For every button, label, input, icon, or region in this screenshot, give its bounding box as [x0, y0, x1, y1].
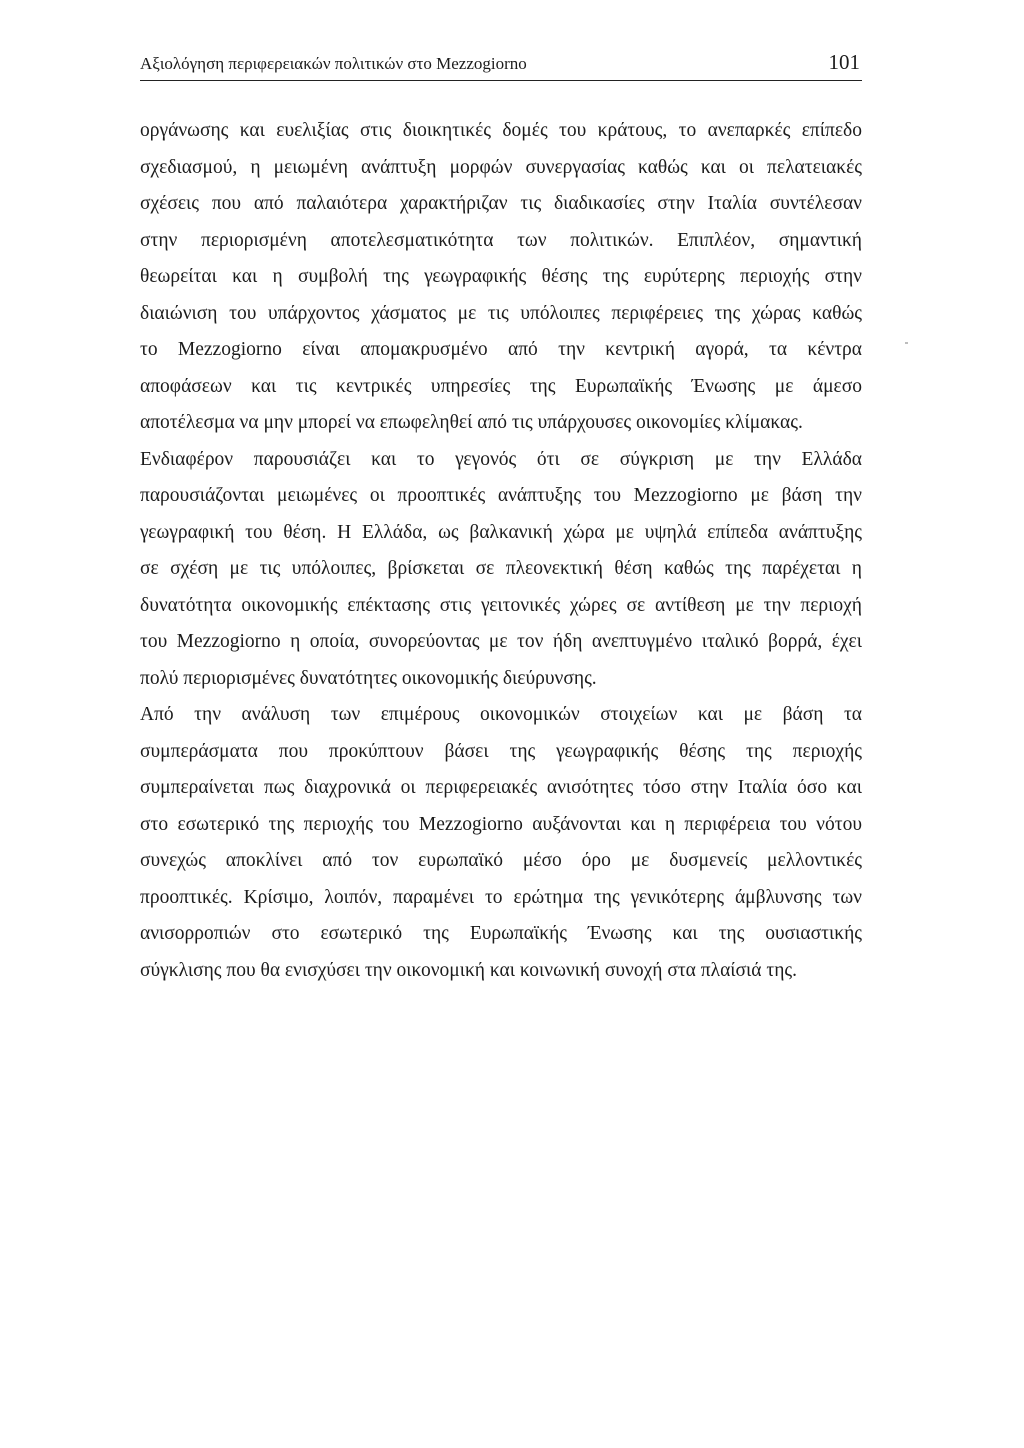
text-line: σχεδιασμού, η μειωμένη ανάπτυξη μορφών συνεργασίας καθώς και οι πελατειακές: [140, 156, 862, 178]
text-line: σχέσεις που από παλαιότερα χαρακτήριζαν τις διαδικασίες στην Ιταλία συντέλεσαν: [140, 193, 862, 214]
text-line: αποτέλεσμα να μην μπορεί να επωφεληθεί από τις υπάρχουσες οικονομίες κλίμακας.: [140, 412, 803, 433]
scan-speck: [905, 342, 908, 344]
text-line: προοπτικές. Κρίσιμο, λοιπόν, παραμένει το ερώτημα της γενικότερης άμβλυνσης των: [140, 886, 862, 908]
text-line: συμπεράσματα που προκύπτουν βάσει της γεωγραφικής θέσης της περιοχής: [140, 740, 862, 762]
text-line: του Mezzogiorno η οποία, συνορεύοντας με τον ήδη ανεπτυγμένο ιταλικό βορρά, έχει: [140, 631, 862, 652]
text-line: συνεχώς αποκλίνει από τον ευρωπαϊκό μέσο όρο με δυσμενείς μελλοντικές: [140, 850, 862, 871]
page-number: 101: [828, 50, 860, 74]
text-line: δυνατότητα οικονομικής επέκτασης στις γειτονικές χώρες σε αντίθεση με την περιοχή: [140, 594, 862, 616]
running-head: Αξιολόγηση περιφερειακών πολιτικών στο Mezzogiorno: [140, 54, 527, 73]
text-line: θεωρείται και η συμβολή της γεωγραφικής θέσης της ευρύτερης περιοχής στην: [140, 266, 862, 287]
text-line: ανισορροπιών στο εσωτερικό της Ευρωπαϊκής Ένωσης και της ουσιαστικής: [140, 923, 862, 944]
text-line: στην περιορισμένη αποτελεσματικότητα των πολιτικών. Επιπλέον, σημαντική: [140, 229, 862, 251]
text-line: Ενδιαφέρον παρουσιάζει και το γεγονός ότι σε σύγκριση με την Ελλάδα: [140, 448, 862, 470]
text-line: γεωγραφική του θέση. Η Ελλάδα, ως βαλκανική χώρα με υψηλά επίπεδα ανάπτυξης: [140, 521, 862, 543]
text-line: συμπεραίνεται πως διαχρονικά οι περιφερειακές ανισότητες τόσο στην Ιταλία όσο και: [140, 777, 862, 798]
body-text: [140, 113, 862, 989]
text-line: σε σχέση με τις υπόλοιπες, βρίσκεται σε πλεονεκτική θέση καθώς της παρέχεται η: [140, 558, 862, 579]
text-line: στο εσωτερικό της περιοχής του Mezzogiorno αυξάνονται και η περιφέρεια του νότου: [140, 813, 862, 835]
page-header: [140, 50, 862, 81]
text-line: διαιώνιση του υπάρχοντος χάσματος με τις υπόλοιπες περιφέρειες της χώρας καθώς: [140, 302, 862, 324]
text-line: το Mezzogiorno είναι απομακρυσμένο από την κεντρική αγορά, τα κέντρα: [140, 339, 862, 360]
text-line: πολύ περιορισμένες δυνατότητες οικονομικής διεύρυνσης.: [140, 667, 597, 689]
text-line: αποφάσεων και τις κεντρικές υπηρεσίες της Ευρωπαϊκής Ένωσης με άμεσο: [140, 375, 862, 397]
text-line: οργάνωσης και ευελιξίας στις διοικητικές δομές του κράτους, το ανεπαρκές επίπεδο: [140, 120, 862, 141]
text-line: σύγκλισης που θα ενισχύσει την οικονομική και κοινωνική συνοχή στα πλαίσιά της.: [140, 959, 798, 981]
text-line: Από την ανάλυση των επιμέρους οικονομικών στοιχείων και με βάση τα: [140, 704, 862, 725]
text-line: παρουσιάζονται μειωμένες οι προοπτικές ανάπτυξης του Mezzogiorno με βάση την: [140, 485, 862, 506]
